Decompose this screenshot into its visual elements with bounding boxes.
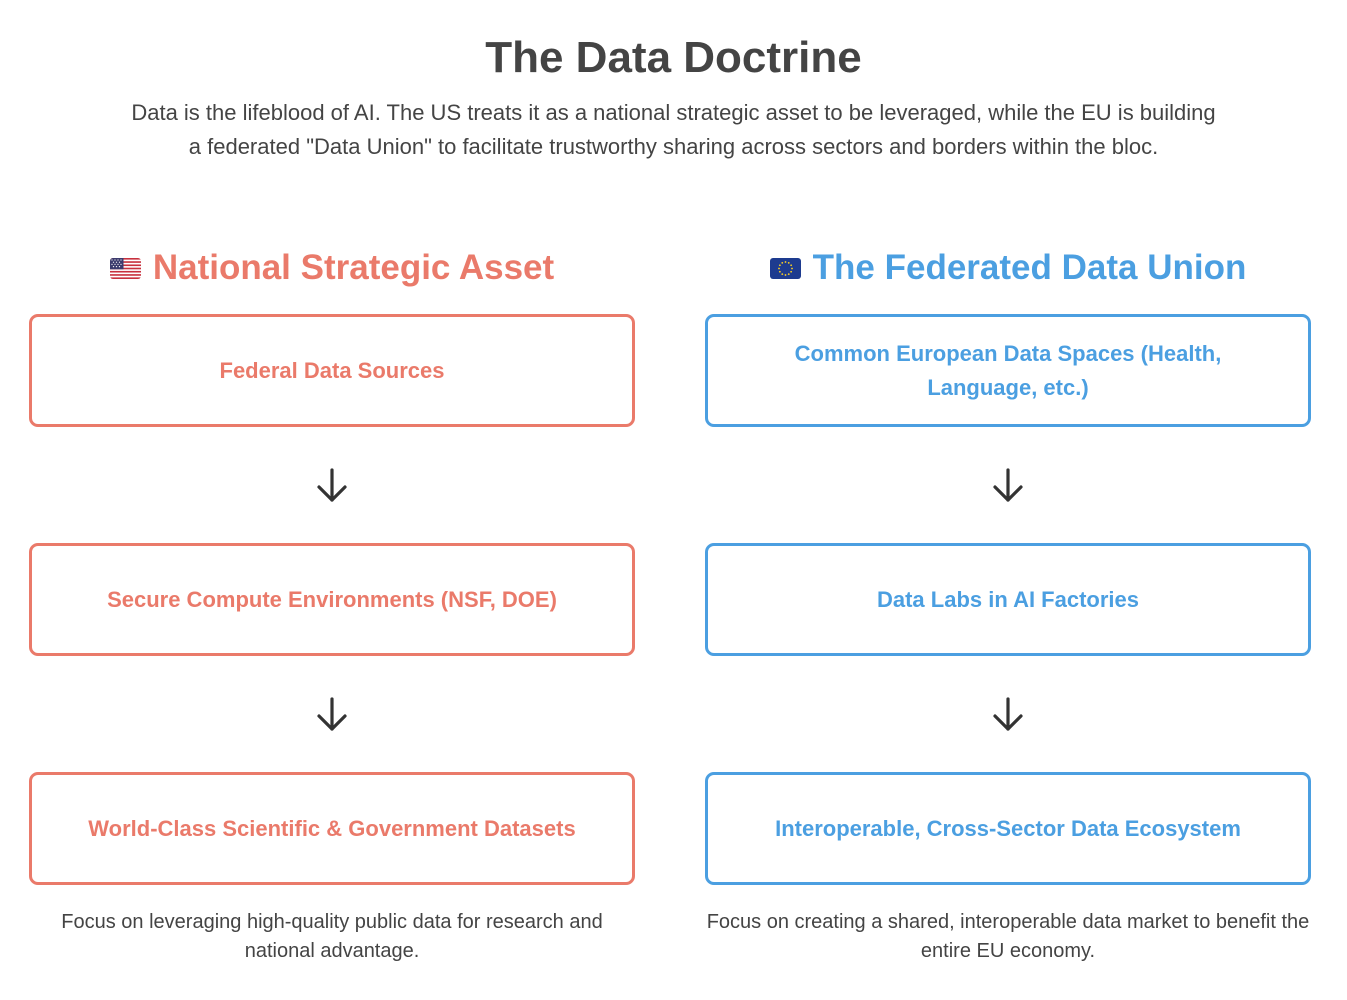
eu-step-label: Interoperable, Cross-Sector Data Ecosystem <box>775 815 1241 841</box>
eu-step-data-spaces <box>705 314 1311 427</box>
us-step-federal-data-sources <box>29 314 635 427</box>
arrow-down-icon <box>314 695 350 735</box>
eu-column-heading <box>705 240 1311 296</box>
us-caption: Focus on leveraging high-quality public data for research and national advantage. <box>61 911 603 962</box>
arrow-down-icon <box>990 466 1026 506</box>
arrow-down-icon <box>990 695 1026 735</box>
us-step-datasets <box>29 772 635 885</box>
eu-step-label: Common European Data Spaces (Health, Language, etc.) <box>794 340 1222 400</box>
us-step-label: Secure Compute Environments (NSF, DOE) <box>107 586 557 612</box>
eu-step-data-labs <box>705 543 1311 656</box>
us-step-secure-compute <box>29 543 635 656</box>
eu-step-ecosystem <box>705 772 1311 885</box>
eu-column-heading-text: The Federated Data Union <box>812 248 1247 287</box>
us-step-label: Federal Data Sources <box>219 357 445 383</box>
eu-flag-icon <box>770 258 801 279</box>
eu-column <box>705 240 1311 962</box>
us-flag-icon <box>110 258 141 279</box>
page-title: The Data Doctrine <box>485 33 862 82</box>
us-step-label: World-Class Scientific & Government Datasets <box>88 815 576 841</box>
intro-paragraph: Data is the lifeblood of AI. The US treats it as a national strategic asset to be leveraged, while the EU is building a federated "Data Union" to facilitate trustworthy sharing across sectors and borders within the bloc. <box>131 100 1216 159</box>
us-column <box>29 240 635 962</box>
eu-step-label: Data Labs in AI Factories <box>876 586 1140 612</box>
arrow-down-icon <box>314 466 350 506</box>
us-column-heading <box>29 240 635 296</box>
eu-caption: Focus on creating a shared, interoperable data market to benefit the entire EU economy. <box>706 911 1310 962</box>
us-column-heading-text: National Strategic Asset <box>152 248 555 287</box>
